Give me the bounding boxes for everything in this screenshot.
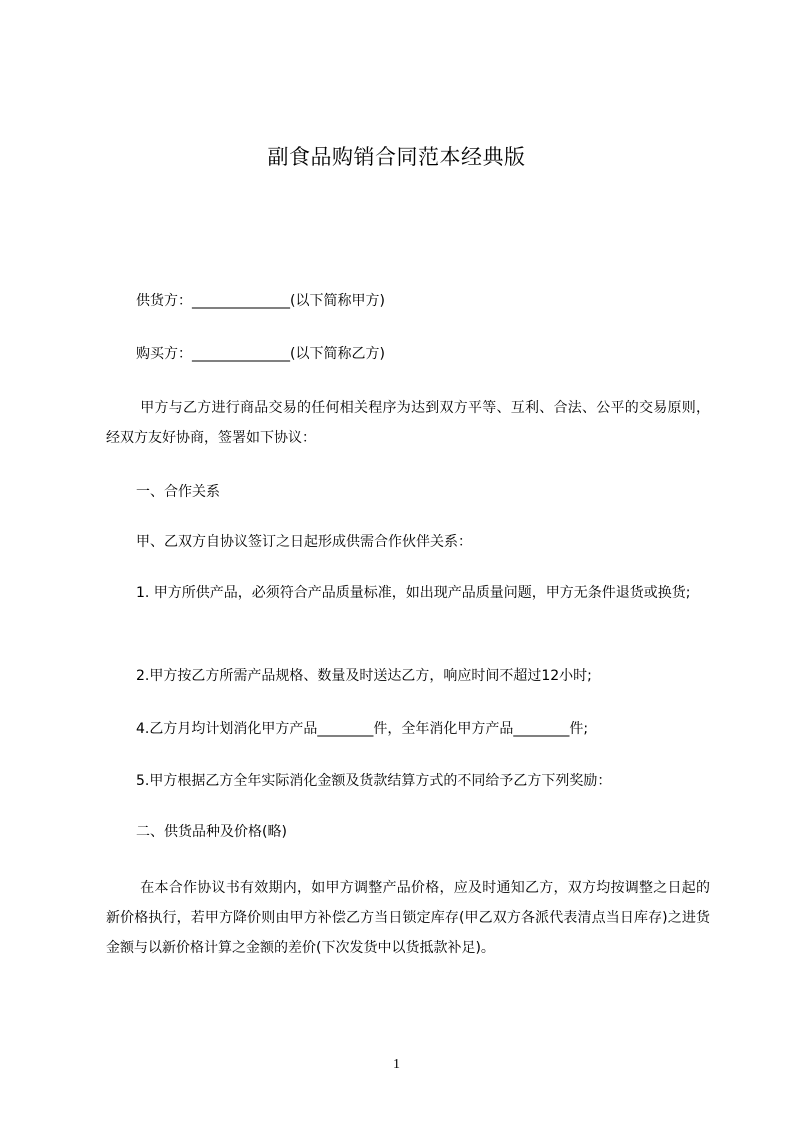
intro-paragraph bbox=[106, 393, 710, 453]
page-number: 1 bbox=[393, 1057, 400, 1072]
section-1-intro: 甲、乙双方自协议签订之日起形成供需合作伙伴关系： bbox=[136, 534, 472, 550]
section-2-paragraph bbox=[106, 873, 710, 963]
item-2: 2.甲方按乙方所需产品规格、数量及时送达乙方，响应时间不超过12小时; bbox=[136, 668, 592, 684]
item-1-text: 1. 甲方所供产品，必须符合产品质量标准，如出现产品质量问题，甲方无条件退货或换货; bbox=[136, 585, 691, 601]
item-1 bbox=[106, 578, 710, 608]
section-1-heading: 一、合作关系 bbox=[136, 484, 220, 500]
item-5: 5.甲方根据乙方全年实际消化金额及货款结算方式的不同给予乙方下列奖励： bbox=[136, 773, 612, 789]
section-2-heading: 二、供货品种及价格(略) bbox=[136, 824, 287, 840]
supplier-line: 供货方：______________(以下简称甲方) bbox=[136, 293, 385, 309]
section-2-paragraph-text: 在本合作协议书有效期内，如甲方调整产品价格，应及时通知乙方，双方均按调整之日起的新价格执行，若甲方降价则由甲方补偿乙方当日锁定库存(甲乙双方各派代表清点当日库存)之进货金额与以新价格计算之金额的差价(下次发货中以货抵款补足)。 bbox=[106, 880, 710, 956]
document-title: 副食品购销合同范本经典版 bbox=[267, 145, 526, 169]
intro-paragraph-text: 甲方与乙方进行商品交易的任何相关程序为达到双方平等、互利、合法、公平的交易原则，经双方友好协商，签署如下协议： bbox=[106, 400, 710, 446]
buyer-line: 购买方：______________(以下简称乙方) bbox=[136, 346, 385, 362]
item-4: 4.乙方月均计划消化甲方产品________件，全年消化甲方产品________件; bbox=[136, 721, 589, 737]
